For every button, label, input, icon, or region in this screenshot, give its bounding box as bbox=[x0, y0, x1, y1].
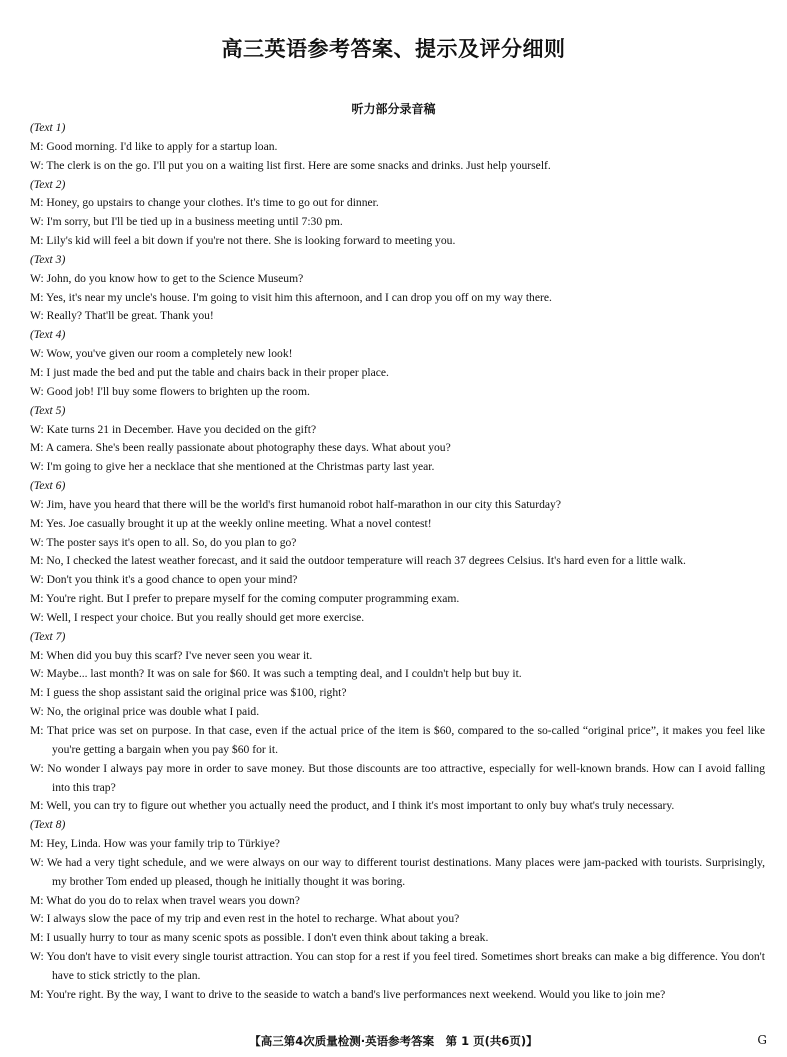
dialogue-line: W: Kate turns 21 in December. Have you decided on the gift? bbox=[30, 422, 317, 436]
dialogue-line: M: When did you buy this scarf? I've never seen you wear it. bbox=[30, 648, 313, 662]
dialogue-line: M: I usually hurry to tour as many scenic spots as possible. I don't even think about taking a break. bbox=[30, 931, 489, 945]
dialogue-line: M: No, I checked the latest weather forecast, and it said the outdoor temperature will reach 37 degrees Celsius. It's hard even for a little walk. bbox=[30, 554, 686, 568]
dialogue-line: M: What do you do to relax when travel wears you down? bbox=[30, 893, 300, 907]
dialogue-line: W: Well, I respect your choice. But you really should get more exercise. bbox=[30, 610, 365, 624]
dialogue-line: M: Yes. Joe casually brought it up at the weekly online meeting. What a novel contest! bbox=[30, 516, 432, 530]
dialogue-line: M: That price was set on purpose. In that case, even if the actual price of the item is $60, compared to the so-called “original price”, it makes you feel like you're getting a bargain when you pay $60 for it. bbox=[30, 724, 765, 756]
dialogue-line: W: I always slow the pace of my trip and even rest in the hotel to recharge. What about you? bbox=[30, 912, 460, 926]
text-section-label: (Text 7) bbox=[30, 629, 66, 643]
page-title: 高三英语参考答案、提示及评分细则 bbox=[221, 37, 566, 61]
text-section-label: (Text 2) bbox=[30, 177, 66, 191]
page-footer: 【高三第4次质量检测·英语参考答案 第 1 页(共6页)】 bbox=[249, 1034, 538, 1048]
section-subtitle: 听力部分录音稿 bbox=[351, 102, 436, 116]
text-section-label: (Text 6) bbox=[30, 479, 66, 493]
dialogue-line: M: Honey, go upstairs to change your clothes. It's time to go out for dinner. bbox=[30, 196, 379, 210]
dialogue-line: M: Lily's kid will feel a bit down if you're not there. She is looking forward to meeting you. bbox=[30, 234, 456, 248]
dialogue-line: W: Don't you think it's a good chance to open your mind? bbox=[30, 573, 298, 587]
text-section-label: (Text 5) bbox=[30, 403, 66, 417]
dialogue-line: M: A camera. She's been really passionate about photography these days. What about you? bbox=[30, 441, 451, 455]
dialogue-line: W: I'm going to give her a necklace that she mentioned at the Christmas party last year. bbox=[30, 460, 435, 474]
dialogue-line: W: No wonder I always pay more in order to save money. But those discounts are too attractive, especially for well-known brands. How can I avoid falling into this trap? bbox=[30, 761, 765, 794]
dialogue-line: W: Good job! I'll buy some flowers to brighten up the room. bbox=[30, 384, 310, 398]
dialogue-line: W: Maybe... last month? It was on sale for $60. It was such a tempting deal, and I couldn't help but buy it. bbox=[30, 667, 522, 681]
text-section-label: (Text 4) bbox=[30, 328, 66, 342]
dialogue-line: M: You're right. But I prefer to prepare myself for the coming computer programming exam. bbox=[30, 592, 460, 606]
text-section-label: (Text 8) bbox=[30, 818, 66, 832]
dialogue-line: M: You're right. By the way, I want to drive to the seaside to watch a band's live performances next weekend. Would you like to join me? bbox=[30, 987, 666, 1001]
dialogue-line: W: You don't have to visit every single tourist attraction. You can stop for a rest if you feel tired. Sometimes short breaks can make a big difference. You don't have to stick strictly to the plan. bbox=[30, 950, 765, 982]
text-section-label: (Text 3) bbox=[30, 252, 66, 266]
transcript-body bbox=[30, 119, 765, 1005]
dialogue-line: W: The clerk is on the go. I'll put you on a waiting list first. Here are some snacks and drinks. Just help yourself. bbox=[30, 158, 551, 172]
dialogue-line: M: I just made the bed and put the table and chairs back in their proper place. bbox=[30, 365, 389, 379]
dialogue-line: W: John, do you know how to get to the Science Museum? bbox=[30, 271, 304, 285]
dialogue-line: M: I guess the shop assistant said the original price was $100, right? bbox=[30, 686, 347, 700]
dialogue-line: M: Yes, it's near my uncle's house. I'm going to visit him this afternoon, and I can drop you off on my way there. bbox=[30, 290, 552, 304]
dialogue-line: M: Good morning. I'd like to apply for a startup loan. bbox=[30, 139, 278, 153]
dialogue-line: W: No, the original price was double what I paid. bbox=[30, 705, 260, 719]
text-section-label: (Text 1) bbox=[30, 121, 66, 134]
footer-mark: G bbox=[757, 1033, 767, 1047]
dialogue-line: W: I'm sorry, but I'll be tied up in a business meeting until 7:30 pm. bbox=[30, 215, 343, 229]
dialogue-line: W: Really? That'll be great. Thank you! bbox=[30, 309, 214, 323]
dialogue-line: W: Wow, you've given our room a completely new look! bbox=[30, 347, 293, 361]
dialogue-line: M: Well, you can try to figure out whether you actually need the product, and I think it's most important to only buy what's truly necessary. bbox=[30, 799, 675, 813]
dialogue-line: W: We had a very tight schedule, and we were always on our way to different tourist destinations. Many places were jam-packed with tourists. Surprisingly, my brother Tom ended up pleased, though he initially thought it was boring. bbox=[30, 855, 765, 888]
dialogue-line: M: Hey, Linda. How was your family trip to Türkiye? bbox=[30, 837, 280, 851]
dialogue-line: W: Jim, have you heard that there will be the world's first humanoid robot half-marathon in our city this Saturday? bbox=[30, 497, 561, 511]
dialogue-line: W: The poster says it's open to all. So, do you plan to go? bbox=[30, 535, 297, 549]
